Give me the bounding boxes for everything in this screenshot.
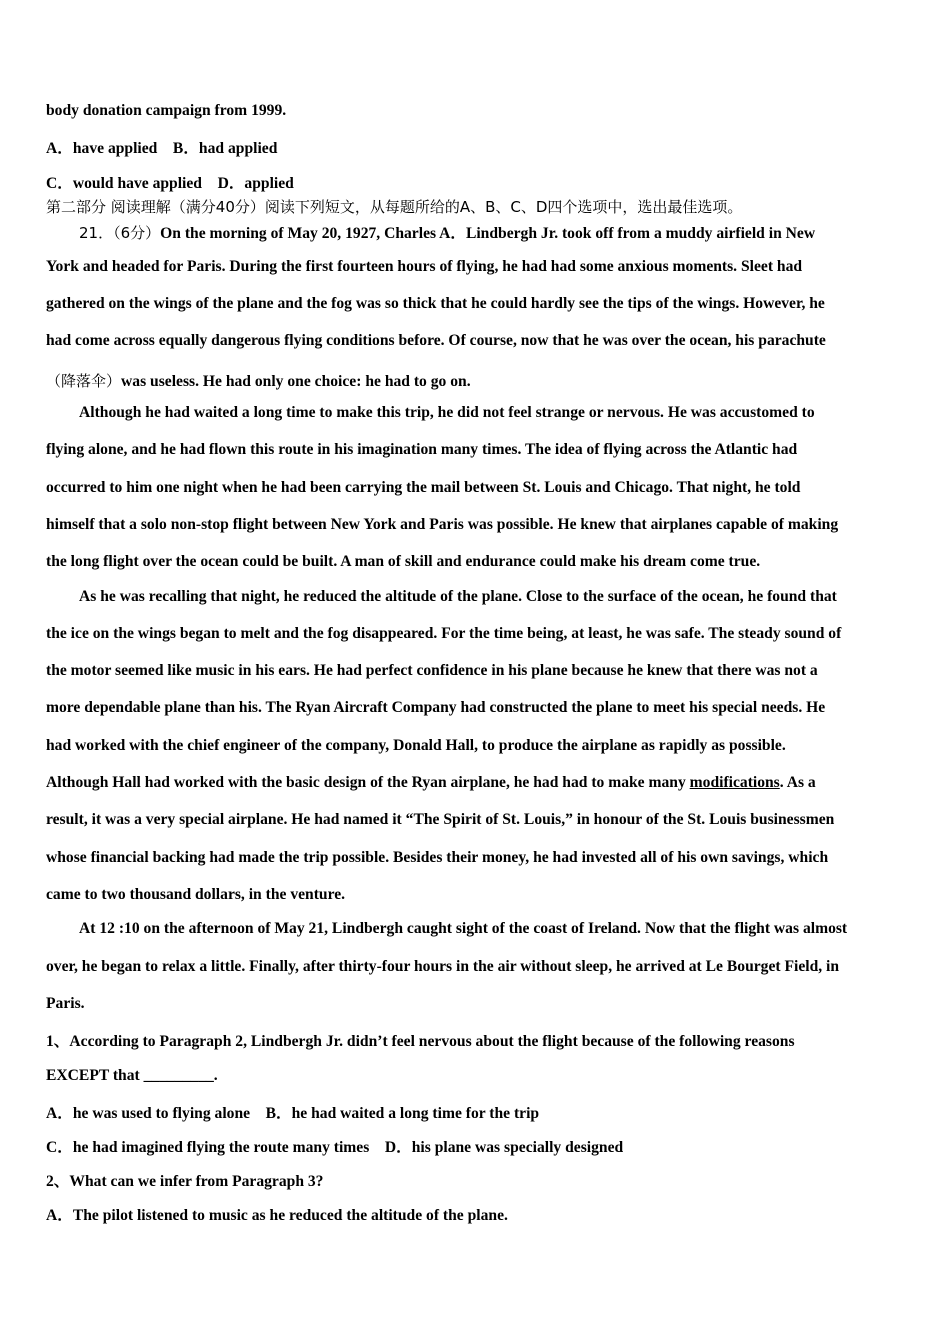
passage-line: the long flight over the ocean could be built. A man of skill and endurance could make his dream come true.: [46, 553, 761, 570]
passage-line-end: was useless. He had only one choice: he had to go on.: [121, 373, 471, 390]
passage-line: As he was recalling that night, he reduced the altitude of the plane. Close to the surface of the ocean, he found that: [79, 588, 837, 605]
question-options: A．he was used to flying alone B．he had waited a long time for the trip: [46, 1105, 540, 1122]
passage-text: Although Hall had worked with the basic design of the Ryan airplane, he had had to make many: [46, 774, 690, 791]
passage-line: more dependable plane than his. The Ryan Aircraft Company had constructed the plane to meet his special needs. He: [46, 699, 826, 716]
passage-line: over, he began to relax a little. Finally, after thirty-four hours in the air without sleep, he arrived at Le Bourget Field, in: [46, 958, 840, 975]
passage-gloss: （降落伞）: [46, 372, 122, 390]
passage-line: occurred to him one night when he had been carrying the mail between St. Louis and Chicago. That night, he told: [46, 479, 801, 496]
passage-line: result, it was a very special airplane. He had named it “The Spirit of St. Louis,” in honour of the St. Louis businessmen: [46, 811, 835, 828]
passage-number: 21．（6分）: [79, 224, 161, 242]
passage-line: On the morning of May 20, 1927, Charles A．Lindbergh Jr. took off from a muddy airfield in New: [160, 225, 816, 242]
passage-line: Although he had waited a long time to make this trip, he did not feel strange or nervous. He was accustomed to: [79, 404, 815, 421]
passage-line: Paris.: [46, 995, 85, 1012]
passage-line: [46, 774, 816, 792]
prev-question-options-cd: C．would have applied D．applied: [46, 175, 294, 192]
passage-line: came to two thousand dollars, in the venture.: [46, 886, 346, 903]
underlined-word: modifications: [689, 774, 780, 791]
question-stem: EXCEPT that _________.: [46, 1067, 218, 1084]
passage-line: had worked with the chief engineer of the company, Donald Hall, to produce the airplane as rapidly as possible.: [46, 737, 786, 754]
section-header: 第二部分 阅读理解（满分40分）阅读下列短文，从每题所给的A、B、C、D四个选项中，选出最佳选项。: [46, 198, 743, 216]
passage-line: At 12 :10 on the afternoon of May 21, Lindbergh caught sight of the coast of Ireland. Now that the flight was almost: [79, 920, 848, 937]
passage-line: himself that a solo non-stop flight between New York and Paris was possible. He knew that airplanes capable of making: [46, 516, 839, 533]
question-stem: 2、What can we infer from Paragraph 3?: [46, 1173, 324, 1190]
passage-line: York and headed for Paris. During the first fourteen hours of flying, he had had some anxious moments. Sleet had: [46, 258, 803, 275]
question-stem: 1、According to Paragraph 2, Lindbergh Jr. didn’t feel nervous about the flight because of the following reasons: [46, 1033, 795, 1050]
passage-line: gathered on the wings of the plane and the fog was so thick that he could hardly see the tips of the wings. However, he: [46, 295, 825, 312]
prev-question-options-ab: A．have applied B．had applied: [46, 140, 278, 157]
passage-line: the motor seemed like music in his ears. He had perfect confidence in his plane because he knew that there was not a: [46, 662, 818, 679]
passage-line: [46, 370, 471, 391]
passage-line: had come across equally dangerous flying conditions before. Of course, now that he was over the ocean, his parachute: [46, 332, 826, 349]
passage-line: flying alone, and he had flown this route in his imagination many times. The idea of flying across the Atlantic had: [46, 441, 798, 458]
passage-first-line: [79, 221, 815, 243]
passage-line: the ice on the wings began to melt and the fog disappeared. For the time being, at least, he was safe. The steady sound of: [46, 625, 842, 642]
question-options: C．he had imagined flying the route many times D．his plane was specially designed: [46, 1139, 624, 1156]
question-options: A．The pilot listened to music as he reduced the altitude of the plane.: [46, 1207, 508, 1224]
prev-question-stem: body donation campaign from 1999.: [46, 102, 287, 119]
passage-line: whose financial backing had made the trip possible. Besides their money, he had invested all of his own savings, which: [46, 849, 829, 866]
passage-text: . As a: [779, 774, 816, 791]
